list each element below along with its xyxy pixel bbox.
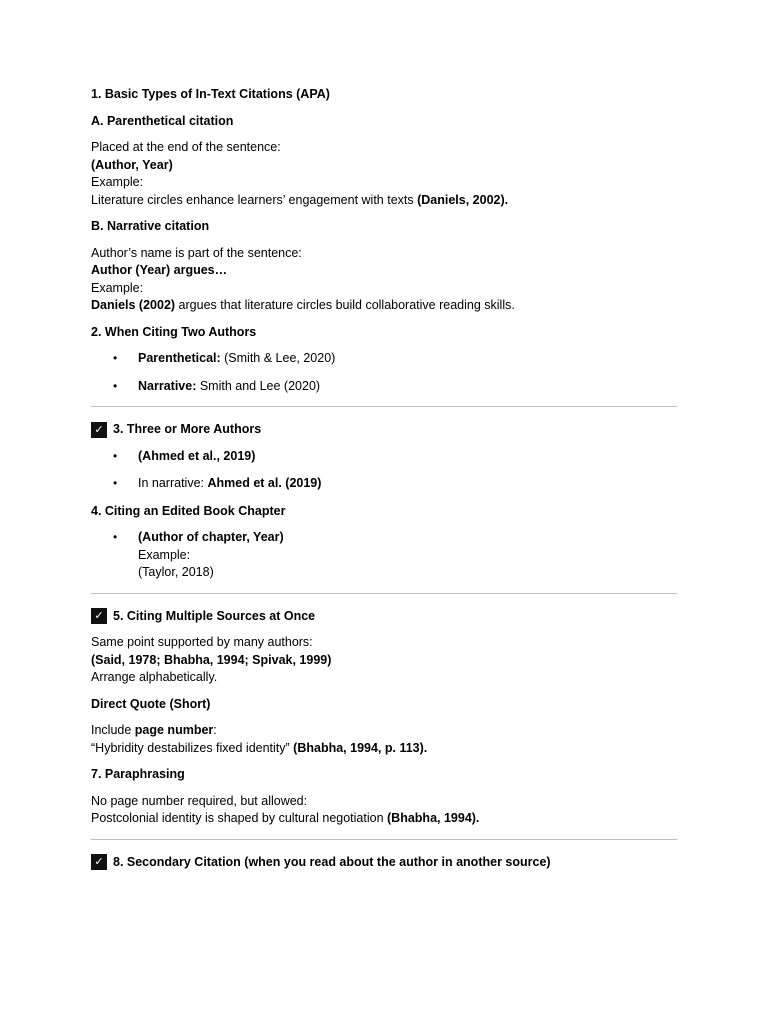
text: Literature circles enhance learners’ engagement with texts <box>91 192 418 207</box>
text: (Smith & Lee, 2020) <box>220 351 336 365</box>
text-line: Example: <box>138 547 191 562</box>
text: Include <box>91 723 135 737</box>
list-item <box>91 350 677 368</box>
section-3-heading <box>91 421 677 439</box>
parenthetical-citation-block <box>91 139 677 209</box>
bold-text: (Bhabha, 1994). <box>387 811 480 825</box>
bold-text: Parenthetical: <box>138 351 221 365</box>
section-2-heading: 2. When Citing Two Authors <box>91 324 257 339</box>
horizontal-rule <box>91 406 677 407</box>
subsection-a-heading: A. Parenthetical citation <box>91 113 234 128</box>
text-line-bold <box>91 157 677 175</box>
heading-text: 5. Citing Multiple Sources at Once <box>113 608 316 623</box>
heading-text: 8. Secondary Citation (when you read about the author in another source) <box>113 854 551 869</box>
three-authors-list <box>91 448 677 493</box>
bold-text: (Ahmed et al., 2019) <box>138 448 256 463</box>
bold-text: Daniels (2002) <box>91 298 176 312</box>
text: argues that literature circles build collaborative reading skills. <box>175 298 515 312</box>
list-item <box>91 378 677 396</box>
bold-text: Ahmed et al. (2019) <box>207 476 322 490</box>
text: In narrative: <box>138 476 208 490</box>
narrative-citation-block <box>91 245 677 315</box>
text: “Hybridity destabilizes fixed identity” <box>91 740 294 755</box>
text-line: Placed at the end of the sentence: <box>91 140 281 154</box>
example-line <box>91 740 677 758</box>
list-item <box>91 529 677 582</box>
bold-text: page number <box>134 723 214 737</box>
text-line-bold <box>138 529 677 547</box>
section-5-heading <box>91 608 677 626</box>
text-line-bold <box>91 652 677 670</box>
multiple-sources-block <box>91 634 677 687</box>
example-line <box>91 297 677 315</box>
bold-text: (Daniels, 2002). <box>417 192 509 207</box>
document-content <box>91 86 677 880</box>
heading-text: 3. Three or More Authors <box>113 422 262 436</box>
bold-text: (Said, 1978; Bhabha, 1994; Spivak, 1999) <box>91 652 332 667</box>
text-line: Author’s name is part of the sentence: <box>91 245 302 260</box>
text-line: Same point supported by many authors: <box>91 635 313 649</box>
checkmark-icon: ✓ <box>91 608 107 624</box>
example-line <box>91 810 677 828</box>
section-4-heading: 4. Citing an Edited Book Chapter <box>91 503 286 518</box>
direct-quote-heading: Direct Quote (Short) <box>91 696 211 711</box>
text-line: Example: <box>91 175 144 189</box>
text: : <box>213 723 217 737</box>
list-item <box>91 448 677 466</box>
checkmark-icon: ✓ <box>91 422 107 438</box>
bold-text: Narrative: <box>138 378 197 393</box>
text-line: Example: <box>91 280 144 295</box>
checkmark-icon: ✓ <box>91 854 107 870</box>
text-line <box>91 722 677 740</box>
section-7-heading: 7. Paraphrasing <box>91 767 185 781</box>
example-line <box>91 192 677 210</box>
horizontal-rule <box>91 839 677 840</box>
horizontal-rule <box>91 593 677 594</box>
direct-quote-block <box>91 722 677 757</box>
text: Postcolonial identity is shaped by cultural negotiation <box>91 811 388 825</box>
text-line: No page number required, but allowed: <box>91 793 308 808</box>
bold-text: (Bhabha, 1994, p. 113). <box>293 740 428 755</box>
two-authors-list <box>91 350 677 395</box>
text: Smith and Lee (2020) <box>196 378 321 393</box>
text-line-bold <box>91 262 677 280</box>
section-8-heading <box>91 854 677 872</box>
section-1-heading: 1. Basic Types of In-Text Citations (APA) <box>91 87 330 101</box>
paraphrasing-block <box>91 793 677 828</box>
bold-text: Author (Year) argues… <box>91 263 228 277</box>
bold-text: (Author of chapter, Year) <box>138 530 284 544</box>
text-line: Arrange alphabetically. <box>91 670 218 684</box>
edited-book-list <box>91 529 677 582</box>
text-line: (Taylor, 2018) <box>138 565 214 579</box>
subsection-b-heading: B. Narrative citation <box>91 219 210 233</box>
list-item <box>91 475 677 493</box>
bold-text: (Author, Year) <box>91 157 173 172</box>
